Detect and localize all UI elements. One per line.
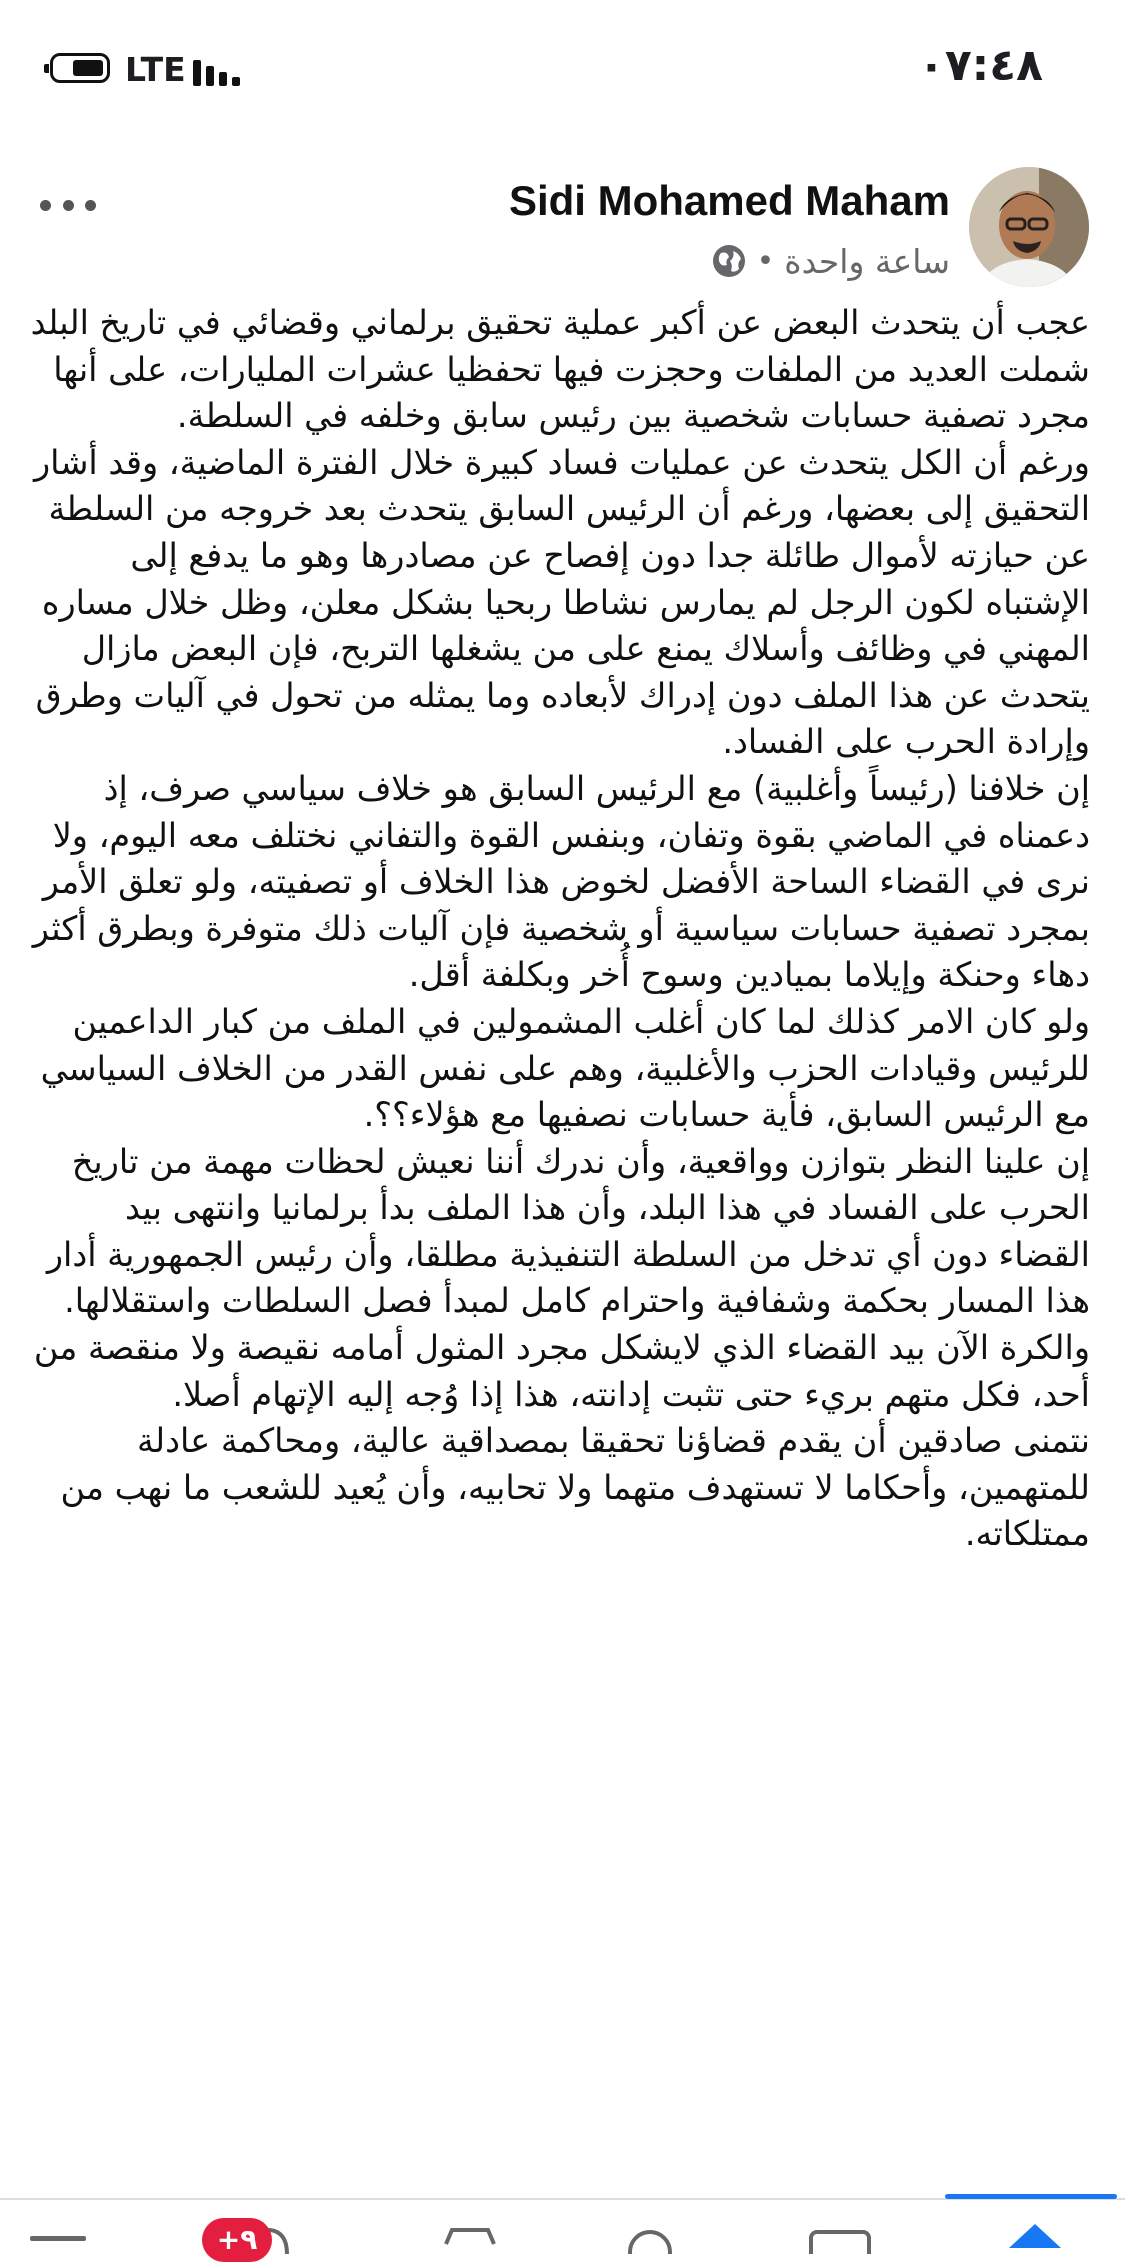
post-paragraph: نتمنى صادقين أن يقدم قضاؤنا تحقيقا بمصداقية عالية، ومحاكمة عادلة للمتهمين، وأحكاما لا تستهدف متهما ولا تحابيه، وأن يُعيد للشعب ما نهب من ممتلكاته. — [60, 1421, 1090, 1554]
post-paragraph: والكرة الآن بيد القضاء الذي لايشكل مجرد المثول أمامه نقيصة ولا منقصة من أحد، فكل متهم بريء حتى تثبت إدانته، هذا إذا وُجه إليه الإتهام أصلا. — [33, 1328, 1090, 1414]
post-paragraph: عجب أن يتحدث البعض عن أكبر عملية تحقيق برلماني وقضائي في تاريخ البلد شملت العديد من الملفات وحجزت فيها تحفظيا عشرات المليارات، على أنها مجرد تصفية حسابات شخصية بين رئيس سابق وخلفه في السلطة. — [30, 303, 1090, 436]
post-time[interactable]: ساعة واحدة — [784, 241, 950, 281]
status-bar — [0, 0, 1125, 130]
marketplace-icon[interactable] — [440, 2224, 500, 2254]
more-horizontal-icon[interactable] — [40, 195, 96, 215]
post-meta — [711, 241, 950, 281]
avatar[interactable] — [969, 167, 1089, 287]
author-name[interactable]: Sidi Mohamed Maham — [508, 177, 950, 224]
groups-icon[interactable] — [620, 2224, 680, 2254]
post-paragraph: ولو كان الامر كذلك لما كان أغلب المشمولين في الملف من كبار الداعمين للرئيس وقيادات الحزب والأغلبية، وهم على نفس القدر من الخلاف السياسي مع الرئيس السابق، فأية حسابات نصفيها مع هؤلاء؟؟. — [40, 1001, 1090, 1135]
notification-badge: +٩ — [202, 2218, 272, 2262]
post-paragraph: إن خلافنا (رئيساً وأغلبية) مع الرئيس السابق هو خلاف سياسي صرف، إذ دعمناه في الماضي بقوة وتفان، وبنفس القوة والتفاني نختلف معه اليوم، ولا نرى في القضاء الساحة الأفضل لخوض هذا الخلاف أو تصفيته، ولو تعلق الأمر بمجرد تصفية حسابات سياسية أو شخصية فإن آليات ذلك متوفرة وبطرق أكثر دهاء وحنكة وإيلاما بميادين وسوح أُخر وبكلفة أقل. — [32, 768, 1090, 995]
globe-icon — [711, 243, 747, 279]
signal-bars-icon — [193, 56, 245, 86]
post-paragraph: إن علينا النظر بتوازن وواقعية، وأن ندرك أننا نعيش لحظات مهمة من تاريخ الحرب على الفساد في هذا البلد، وأن هذا الملف بدأ برلمانيا وانتهى بيد القضاء دون أي تدخل من السلطة التنفيذية مطلقا، وأن رئيس الجمهورية أدار هذا المسار بحكمة وشفافية واحترام كامل لمبدأ فصل السلطات واستقلالها. — [46, 1141, 1090, 1321]
status-time: ٠٧:٤٨ — [917, 40, 1043, 91]
bottom-tab-bar — [0, 2198, 1125, 2256]
post-paragraph: ورغم أن الكل يتحدث عن عمليات فساد كبيرة خلال الفترة الماضية، وقد أشار التحقيق إلى بعضها، ورغم أن الرئيس السابق يتحدث بعد خروجه من السلطة عن حيازته لأموال طائلة جدا دون إفصاح عن مصادرها وهو ما يدفع إلى الإشتباه لكون الرجل لم يمارس نشاطا ربحيا بشكل معلن، وظل خلال مساره المهني في وظائف وأسلاك يمنع على من يشغلها التربح، فإن البعض مازال يتحدث عن هذا الملف دون إدراك لأبعاده وما يمثله من تحول في آليات وطرق وإرادة الحرب على الفساد. — [33, 442, 1090, 762]
meta-separator: • — [756, 243, 775, 279]
active-tab-indicator — [945, 2194, 1117, 2199]
menu-icon[interactable] — [28, 2224, 88, 2254]
network-type: LTE — [125, 50, 186, 89]
post-header — [0, 165, 1125, 295]
battery-icon — [50, 53, 110, 83]
post-body — [30, 300, 1090, 1558]
watch-icon[interactable] — [805, 2224, 875, 2254]
